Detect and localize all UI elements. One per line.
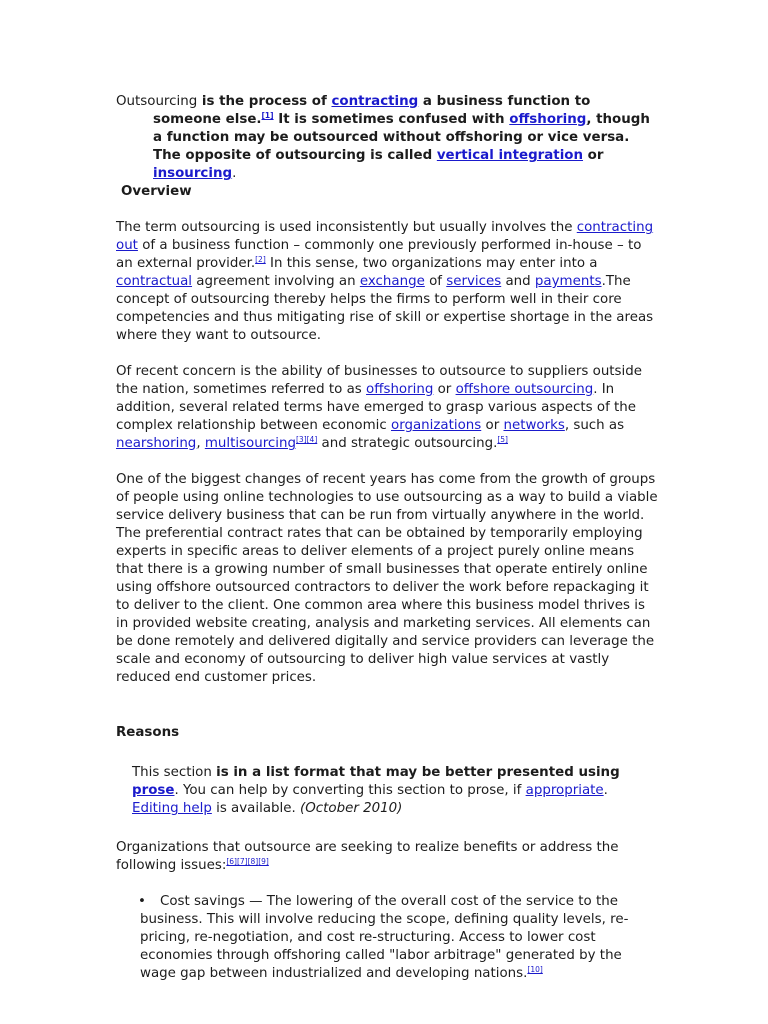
link-editing-help[interactable]: Editing help	[132, 801, 212, 816]
link-networks[interactable]: networks	[503, 418, 565, 433]
intro-text: Outsourcing	[116, 94, 198, 109]
link-services[interactable]: services	[446, 274, 502, 289]
overview-heading: Overview	[121, 184, 192, 199]
link-organizations[interactable]: organizations	[391, 418, 482, 433]
link-nearshoring[interactable]: nearshoring	[116, 436, 197, 451]
list-item-cost-savings: • Cost savings — The lowering of the overall cost of the service to the business. This will involve reducing the scope, defining quality levels, re-pricing, re-negotiation, and cost re-structuring. Access to lower cost economies through offshoring called "labor arbitrage" generated by the wage gap between industrialized and developing nations.[10]	[138, 894, 629, 981]
link-multisourcing[interactable]: multisourcing	[204, 436, 296, 451]
link-payments[interactable]: payments	[534, 274, 602, 289]
bullet-mark: •	[138, 894, 146, 909]
link-offshore-outsourcing[interactable]: offshore outsourcing	[455, 382, 594, 397]
link-vertical-integration[interactable]: vertical integration	[436, 148, 584, 163]
ref-6[interactable]: [6]	[226, 857, 237, 866]
overview-paragraph-1: The term outsourcing is used inconsistently but usually involves the contracting out of a business function – commonly one previously performed in-house – to an external provider.[2] In this sense, two organizations may enter into a contractual agreement involving an exchange of services and payments.The concept of outsourcing thereby helps the firms to perform well in their core competencies and thus mitigating rise of skill or expertise shortage in the areas where they want to outsource.	[116, 220, 654, 343]
link-contractual[interactable]: contractual	[116, 274, 193, 289]
overview-paragraph-3: One of the biggest changes of recent years has come from the growth of groups of people using online technologies to use outsourcing as a way to build a viable service delivery business that can be run from virtually anywhere in the world. The preferential contract rates that can be obtained by temporarily employing experts in specific areas to deliver elements of a project purely online means that there is a growing number of small businesses that operate entirely online using offshore outsourced contractors to deliver the work before repackaging it to deliver to the client. One common area where this business model thrives is in provided website creating, analysis and marketing services. All elements can be done remotely and delivered digitally and service providers can leverage the scale and economy of outsourcing to deliver high value services at vastly reduced end customer prices.	[116, 472, 658, 685]
link-contracting-out[interactable]: contracting out	[116, 220, 654, 253]
link-offshoring[interactable]: offshoring	[509, 112, 587, 127]
notice-date: (October 2010)	[300, 801, 403, 816]
ref-4[interactable]: [4]	[306, 435, 318, 444]
overview-paragraph-2: Of recent concern is the ability of businesses to outsource to suppliers outside the nation, sometimes referred to as offshoring or offshore outsourcing. In addition, several related terms have emerged to grasp various aspects of the complex relationship between economic organizations or networks, such as nearshoring, multisourcing[3][4] and strategic outsourcing.[5]	[116, 364, 642, 451]
link-offshoring-2[interactable]: offshoring	[366, 382, 434, 397]
intro-paragraph: Outsourcing is the process of contracting a business function to someone else.[1] It is sometimes confused with offshoring, though a function may be outsourced without offshoring or vice versa. The opposite of outsourcing is called vertical integration or insourcing.	[116, 94, 650, 181]
link-contracting[interactable]: contracting	[331, 94, 419, 109]
link-insourcing[interactable]: insourcing	[153, 166, 233, 181]
ref-9[interactable]: [9]	[258, 857, 269, 866]
ref-10[interactable]: [10]	[527, 965, 543, 974]
link-prose[interactable]: prose	[132, 783, 175, 798]
ref-2[interactable]: [2]	[255, 255, 266, 264]
intro-bold: is the process of contracting a business function to someone else.[1] It is sometimes confused with offshoring, though a function may be outsourced without offshoring or vice versa. The opposite of outsourcing is called vertical integration or insourcing	[153, 94, 650, 181]
link-exchange[interactable]: exchange	[359, 274, 425, 289]
reasons-lead: Organizations that outsource are seeking to realize benefits or address the following issues:[6][7][8][9]	[116, 840, 619, 873]
link-appropriate[interactable]: appropriate	[525, 783, 604, 798]
ref-1[interactable]: [1]	[261, 111, 274, 120]
ref-3[interactable]: [3]	[296, 435, 307, 444]
reasons-heading: Reasons	[116, 725, 180, 740]
ref-7[interactable]: [7]	[236, 857, 248, 866]
ref-8[interactable]: [8]	[247, 857, 259, 866]
ref-5[interactable]: [5]	[497, 435, 508, 444]
prose-notice: This section is in a list format that may be better presented using prose. You can help by converting this section to prose, if appropriate. Editing help is available. (October 2010)	[132, 765, 620, 816]
